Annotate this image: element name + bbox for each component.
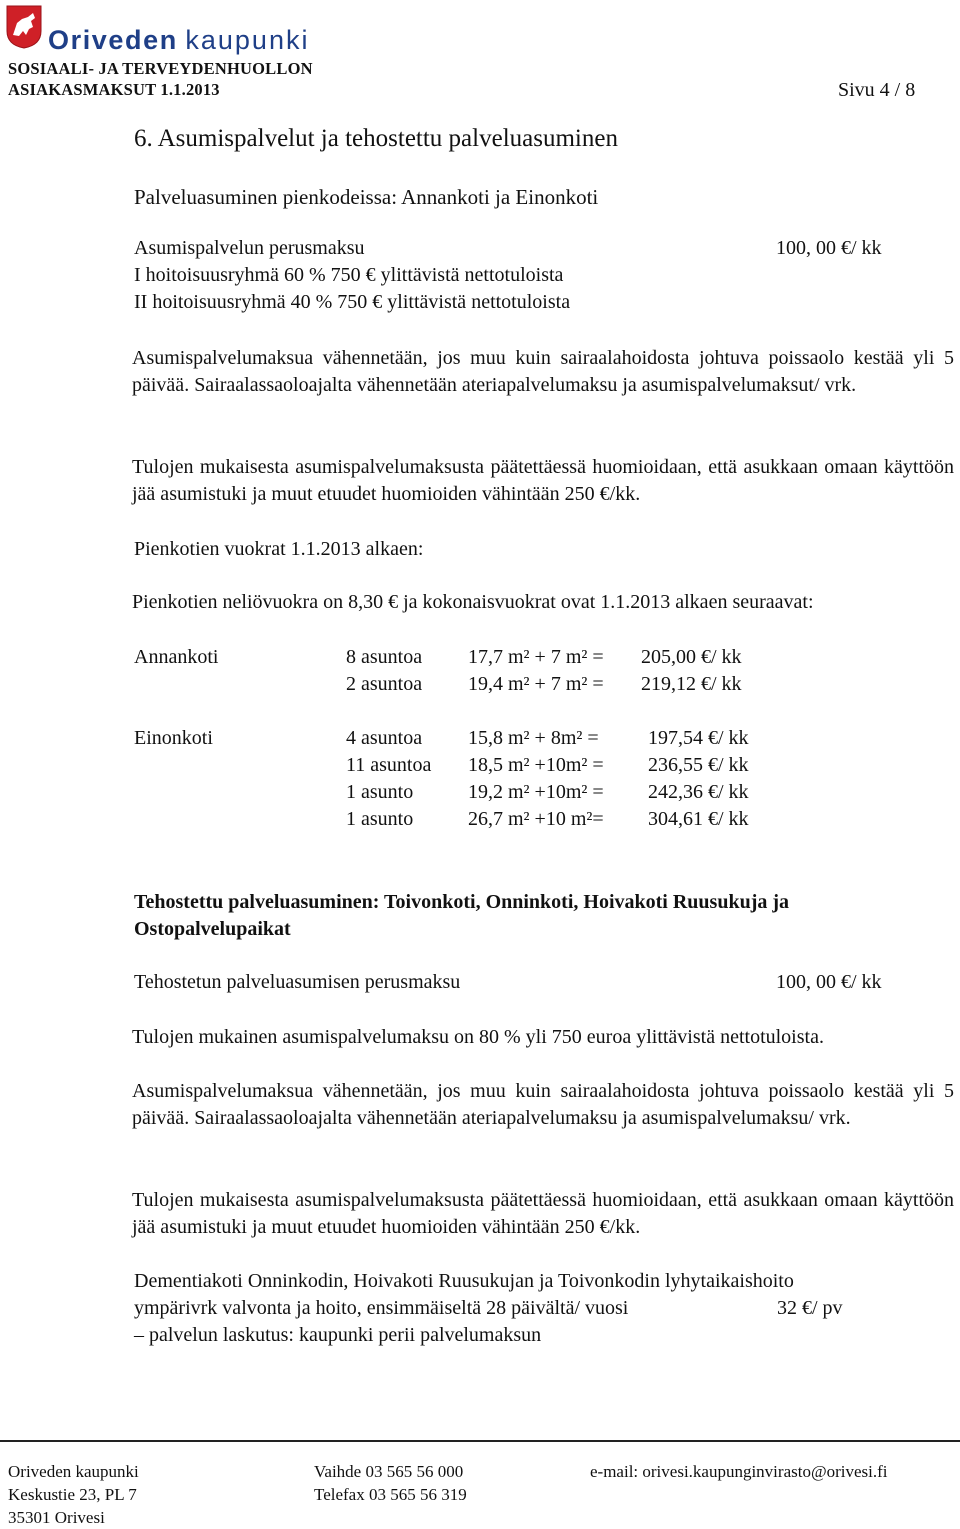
rent-price: 197,54 €/ kk [648,727,749,749]
rent-area: 17,7 m² + 7 m² = [468,646,604,668]
rent-area: 19,4 m² + 7 m² = [468,673,604,695]
rent-count: 2 asuntoa [346,673,423,695]
footer-address: Keskustie 23, PL 7 [8,1485,137,1504]
page-number: Sivu 4 / 8 [838,79,916,101]
intensive-heading-line-2: Ostopalvelupaikat [134,918,291,940]
care-group-2: II hoitoisuusryhmä 40 % 750 € ylittävistä nettotuloista [134,291,571,313]
footer-email[interactable]: e-mail: orivesi.kaupunginvirasto@orivesi.fi [590,1462,888,1481]
rent-intro: Pienkotien neliövuokra on 8,30 € ja kokonaisvuokrat ovat 1.1.2013 alkaen seuraavat: [132,591,814,613]
rent-price: 304,61 €/ kk [648,808,749,830]
brand-name-bold: Oriveden [48,25,178,55]
intensive-fee-label: Tehostetun palveluasumisen perusmaksu [134,971,461,993]
rent-price: 242,36 €/ kk [648,781,749,803]
absence-reduction-paragraph: Asumispalvelumaksua vähennetään, jos muu kuin sairaalahoidosta johtuva poissaolo kestää yli 5 päivää. Sairaalassaoloajalta vähennetään ateriapalvelumaksu ja asumispalvelumaksut/ vrk. [132,347,954,396]
rent-area: 15,8 m² + 8m² = [468,727,599,749]
basic-fee-label: Asumispalvelun perusmaksu [134,237,365,259]
rent-heading: Pienkotien vuokrat 1.1.2013 alkaen: [134,538,424,560]
footer-divider [0,1440,960,1442]
care-group-1: I hoitoisuusryhmä 60 % 750 € ylittävistä nettotuloista [134,264,564,286]
intensive-fee-price: 100, 00 €/ kk [776,971,882,993]
intensive-heading-line-1: Tehostettu palveluasuminen: Toivonkoti, Onninkoti, Hoivakoti Ruusukuja ja [134,891,790,913]
section-title: 6. Asumispalvelut ja tehostettu palveluasuminen [134,125,618,152]
dementia-price: 32 €/ pv [777,1297,843,1319]
minimum-income-paragraph: Tulojen mukaisesta asumispalvelumaksusta päätettäessä huomioidaan, että asukkaan omaan käyttöön jää asumistuki ja muut etuudet huomioiden vähintään 250 €/kk. [132,456,954,505]
rent-price: 219,12 €/ kk [641,673,742,695]
brand-name [48,25,309,55]
footer-postcode: 35301 Orivesi [8,1508,105,1527]
dementia-line-2: ympärivrk valvonta ja hoito, ensimmäiseltä 28 päivältä/ vuosi [134,1297,629,1319]
intensive-income-paragraph: Tulojen mukainen asumispalvelumaksu on 80 % yli 750 euroa ylittävistä nettotuloista. [132,1026,824,1048]
rent-price: 236,55 €/ kk [648,754,749,776]
header-line-2: ASIAKASMAKSUT 1.1.2013 [8,80,220,99]
rent-area: 26,7 m² +10 m²= [468,808,604,830]
basic-fee-price: 100, 00 €/ kk [776,237,882,259]
rent-area: 18,5 m² +10m² = [468,754,604,776]
footer-phone: Vaihde 03 565 56 000 [314,1462,464,1481]
city-crest-logo [6,5,42,49]
brand-name-light: kaupunki [185,25,310,55]
rent-area: 19,2 m² +10m² = [468,781,604,803]
rent-count: 8 asuntoa [346,646,423,668]
footer-city: Oriveden kaupunki [8,1462,139,1481]
footer-fax: Telefax 03 565 56 319 [314,1485,467,1504]
rent-count: 11 asuntoa [346,754,432,776]
section-subtitle: Palveluasuminen pienkodeissa: Annankoti ja Einonkoti [134,185,599,209]
rent-count: 4 asuntoa [346,727,423,749]
intensive-absence-paragraph: Asumispalvelumaksua vähennetään, jos muu kuin sairaalahoidosta johtuva poissaolo kestää yli 5 päivää. Sairaalassaoloajalta vähennetään ateriapalvelumaksu ja asumispalvelumaksu/ vrk. [132,1080,954,1129]
rent-count: 1 asunto [346,781,414,803]
dementia-line-3: – palvelun laskutus: kaupunki perii palvelumaksun [134,1324,542,1346]
rent-place-einonkoti: Einonkoti [134,727,213,749]
rent-price: 205,00 €/ kk [641,646,742,668]
intensive-minimum-income-paragraph: Tulojen mukaisesta asumispalvelumaksusta päätettäessä huomioidaan, että asukkaan omaan käyttöön jää asumistuki ja muut etuudet huomioiden vähintään 250 €/kk. [132,1189,954,1238]
header-line-1: SOSIAALI- JA TERVEYDENHUOLLON [8,59,313,78]
rent-place-annankoti: Annankoti [134,646,219,668]
rent-count: 1 asunto [346,808,414,830]
dementia-line-1: Dementiakoti Onninkodin, Hoivakoti Ruusukujan ja Toivonkodin lyhytaikaishoito [134,1270,794,1292]
